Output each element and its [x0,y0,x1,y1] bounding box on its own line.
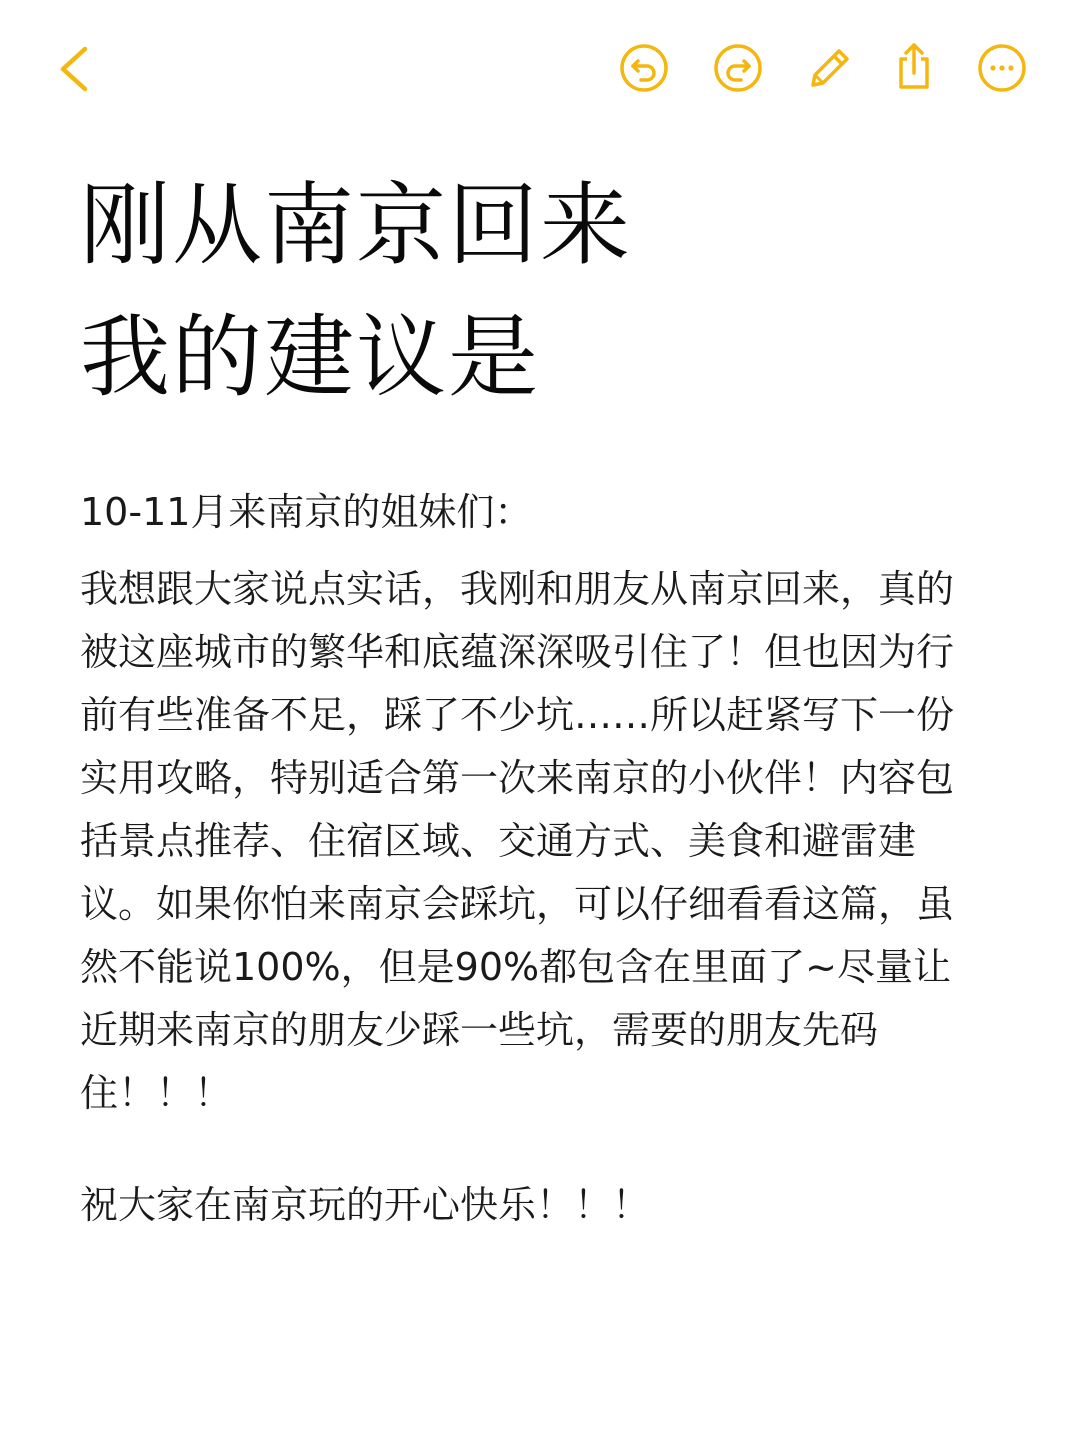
pencil-icon [803,41,857,95]
share-button[interactable] [884,36,944,96]
note-title-line-2: 我的建议是 [80,305,540,410]
undo-circle-icon [617,41,671,95]
redo-circle-icon [711,41,765,95]
note-toolbar [0,0,1080,130]
share-icon [887,39,941,93]
chevron-left-icon [47,41,101,95]
ellipsis-circle-icon [975,41,1029,95]
note-body-paragraph: 我想跟大家说点实话，我刚和朋友从南京回来，真的被这座城市的繁华和底蕴深深吸引住了！但也因为行前有些准备不足，踩了不少坑……所以赶紧写下一份实用攻略，特别适合第一次来南京的小伙伴！内容包括景点推荐、住宿区域、交通方式、美食和避雷建议。如果你怕来南京会踩坑，可以仔细看看这篇，虽然不能说100%，但是90%都包含在里面了~尽量让近期来南京的朋友少踩一些坑，需要的朋友先码住！！！ [80,567,955,1115]
undo-button[interactable] [614,38,674,98]
more-button[interactable] [972,38,1032,98]
note-greeting: 10-11月来南京的姐妹们： [80,490,533,534]
note-title-line-1: 刚从南京回来 [80,173,632,278]
redo-button[interactable] [708,38,768,98]
note-content[interactable] [80,160,980,1235]
edit-button[interactable] [800,38,860,98]
back-button[interactable] [44,38,104,98]
note-closing: 祝大家在南京玩的开心快乐！！！ [80,1183,651,1227]
